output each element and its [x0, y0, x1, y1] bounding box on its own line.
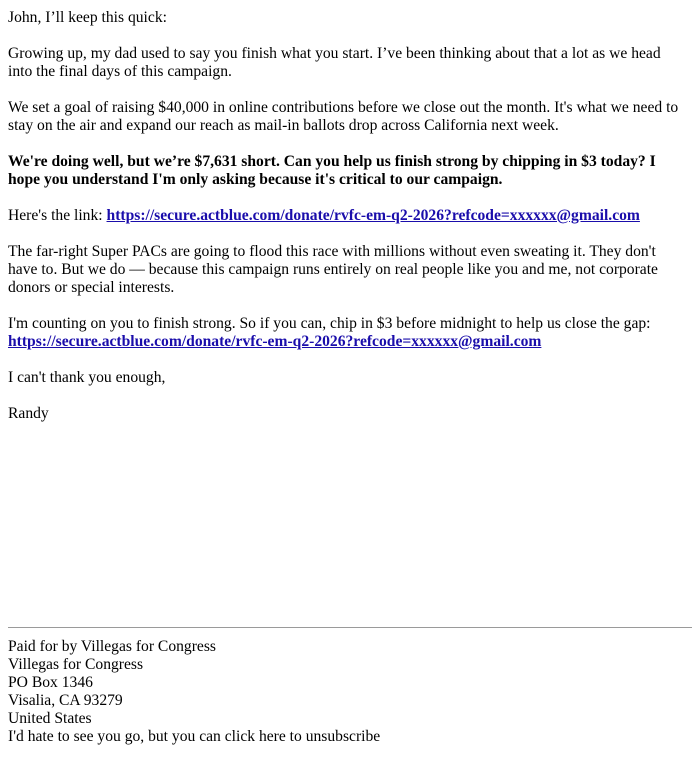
- paragraph-intro: Growing up, my dad used to say you finish what you start. I’ve been thinking about that a lot as we head into the final days of this campaign.: [8, 45, 661, 80]
- footer-divider: [8, 627, 692, 628]
- signature: Randy: [8, 405, 49, 422]
- greeting: John, I’ll keep this quick:: [8, 9, 167, 26]
- closing-line: I can't thank you enough,: [8, 369, 166, 386]
- paid-for-disclaimer: Paid for by Villegas for Congress: [8, 638, 216, 655]
- closing-ask-text: I'm counting on you to finish strong. So if you can, chip in $3 before midnight to help us close the gap:: [8, 315, 651, 332]
- donate-link-second[interactable]: https://secure.actblue.com/donate/rvfc-em-q2-2026?refcode=xxxxxx@gmail.com: [8, 333, 542, 350]
- paragraph-superpacs: The far-right Super PACs are going to flood this race with millions without even sweating it. They don't have to. But we do — because this campaign runs entirely on real people like you and me, not corporate donors or special interests.: [8, 243, 658, 296]
- city-state-zip: Visalia, CA 93279: [8, 692, 123, 709]
- unsubscribe-link[interactable]: I'd hate to see you go, but you can click here to unsubscribe: [8, 728, 381, 745]
- paragraph-goal: We set a goal of raising $40,000 in online contributions before we close out the month. It's what we need to stay on the air and expand our reach as mail-in ballots drop across California next week.: [8, 99, 679, 134]
- donate-link[interactable]: https://secure.actblue.com/donate/rvfc-em-q2-2026?refcode=xxxxxx@gmail.com: [106, 207, 640, 224]
- email-body: [8, 9, 688, 441]
- org-name: Villegas for Congress: [8, 656, 144, 673]
- paragraph-closing-ask: [8, 315, 688, 351]
- email-footer: [8, 627, 692, 746]
- paragraph-link: [8, 207, 688, 225]
- link-intro: Here's the link:: [8, 207, 107, 224]
- country: United States: [8, 710, 92, 727]
- po-box: PO Box 1346: [8, 674, 93, 691]
- paragraph-ask: We're doing well, but we’re $7,631 short. Can you help us finish strong by chipping in $3 today? I hope you understand I'm only asking because it's critical to our campaign.: [8, 153, 656, 188]
